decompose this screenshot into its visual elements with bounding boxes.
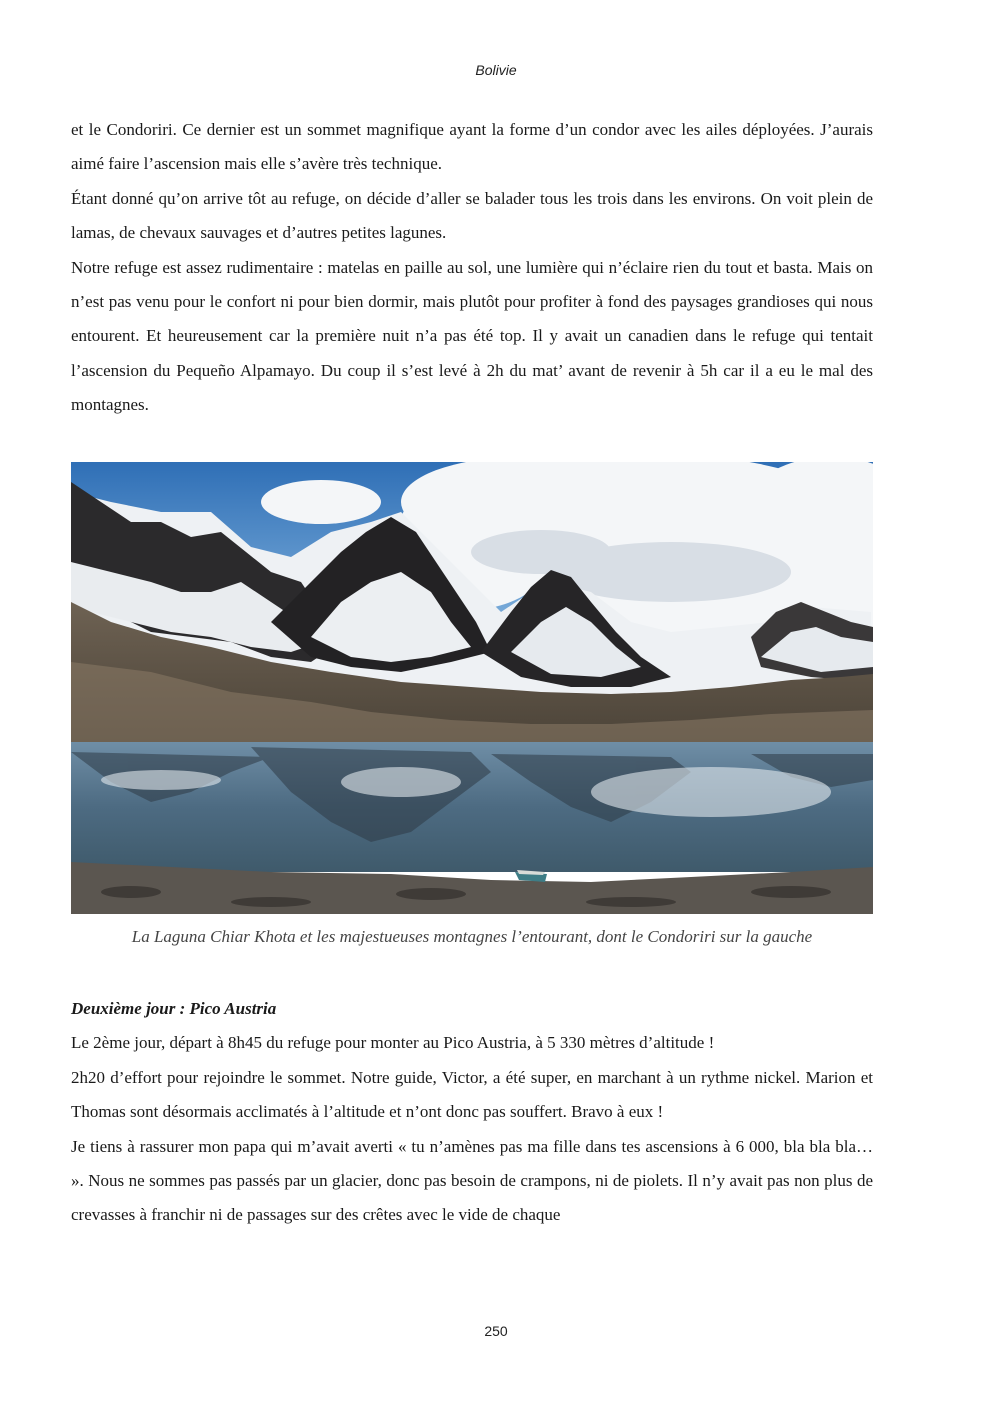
photo-illustration [71,462,873,914]
paragraph: 2h20 d’effort pour rejoindre le sommet. Notre guide, Victor, a été super, en marchant à un rythme nickel. Marion et Thomas sont désormais acclimatés à l’altitude et n’ont donc pas souffert. Bravo à eux ! [71,1067,873,1122]
figure-caption: La Laguna Chiar Khota et les majestueuses montagnes l’entourant, dont le Condoriri sur la gauche [131,927,813,946]
paragraph: Étant donné qu’on arrive tôt au refuge, on décide d’aller se balader tous les trois dans les environs. On voit plein de lamas, de chevaux sauvages et d’autres petites lagunes. [71,188,873,243]
running-header: Bolivie [475,62,517,78]
lake-mountain-photo [71,462,873,914]
page-number: 250 [484,1323,508,1339]
bottom-text-block [71,992,873,1233]
paragraph: Notre refuge est assez rudimentaire : matelas en paille au sol, une lumière qui n’éclaire rien du tout et basta. Mais on n’est pas venu pour le confort ni pour bien dormir, mais plutôt pour profiter à fond des paysages grandioses qui nous entourent. Et heureusement car la première nuit n’a pas été top. Il y avait un canadien dans le refuge qui tentait l’ascension du Pequeño Alpamayo. Du coup il s’est levé à 2h du mat’ avant de revenir à 5h car il a eu le mal des montagnes. [71,257,873,415]
top-text-block [71,113,873,423]
paragraph: Je tiens à rassurer mon papa qui m’avait averti « tu n’amènes pas ma fille dans tes ascensions à 6 000, bla bla bla… ». Nous ne sommes pas passés par un glacier, donc pas besoin de crampons, ni de piolets. Il n’y avait pas non plus de crevasses à franchir ni de passages sur des crêtes avec le vide de chaque [71,1136,873,1225]
paragraph: et le Condoriri. Ce dernier est un sommet magnifique ayant la forme d’un condor avec les ailes déployées. J’aurais aimé faire l’ascension mais elle s’avère très technique. [71,120,873,174]
section-heading: Deuxième jour : Pico Austria [71,999,277,1018]
paragraph: Le 2ème jour, départ à 8h45 du refuge pour monter au Pico Austria, à 5 330 mètres d’altitude ! [71,1033,715,1053]
